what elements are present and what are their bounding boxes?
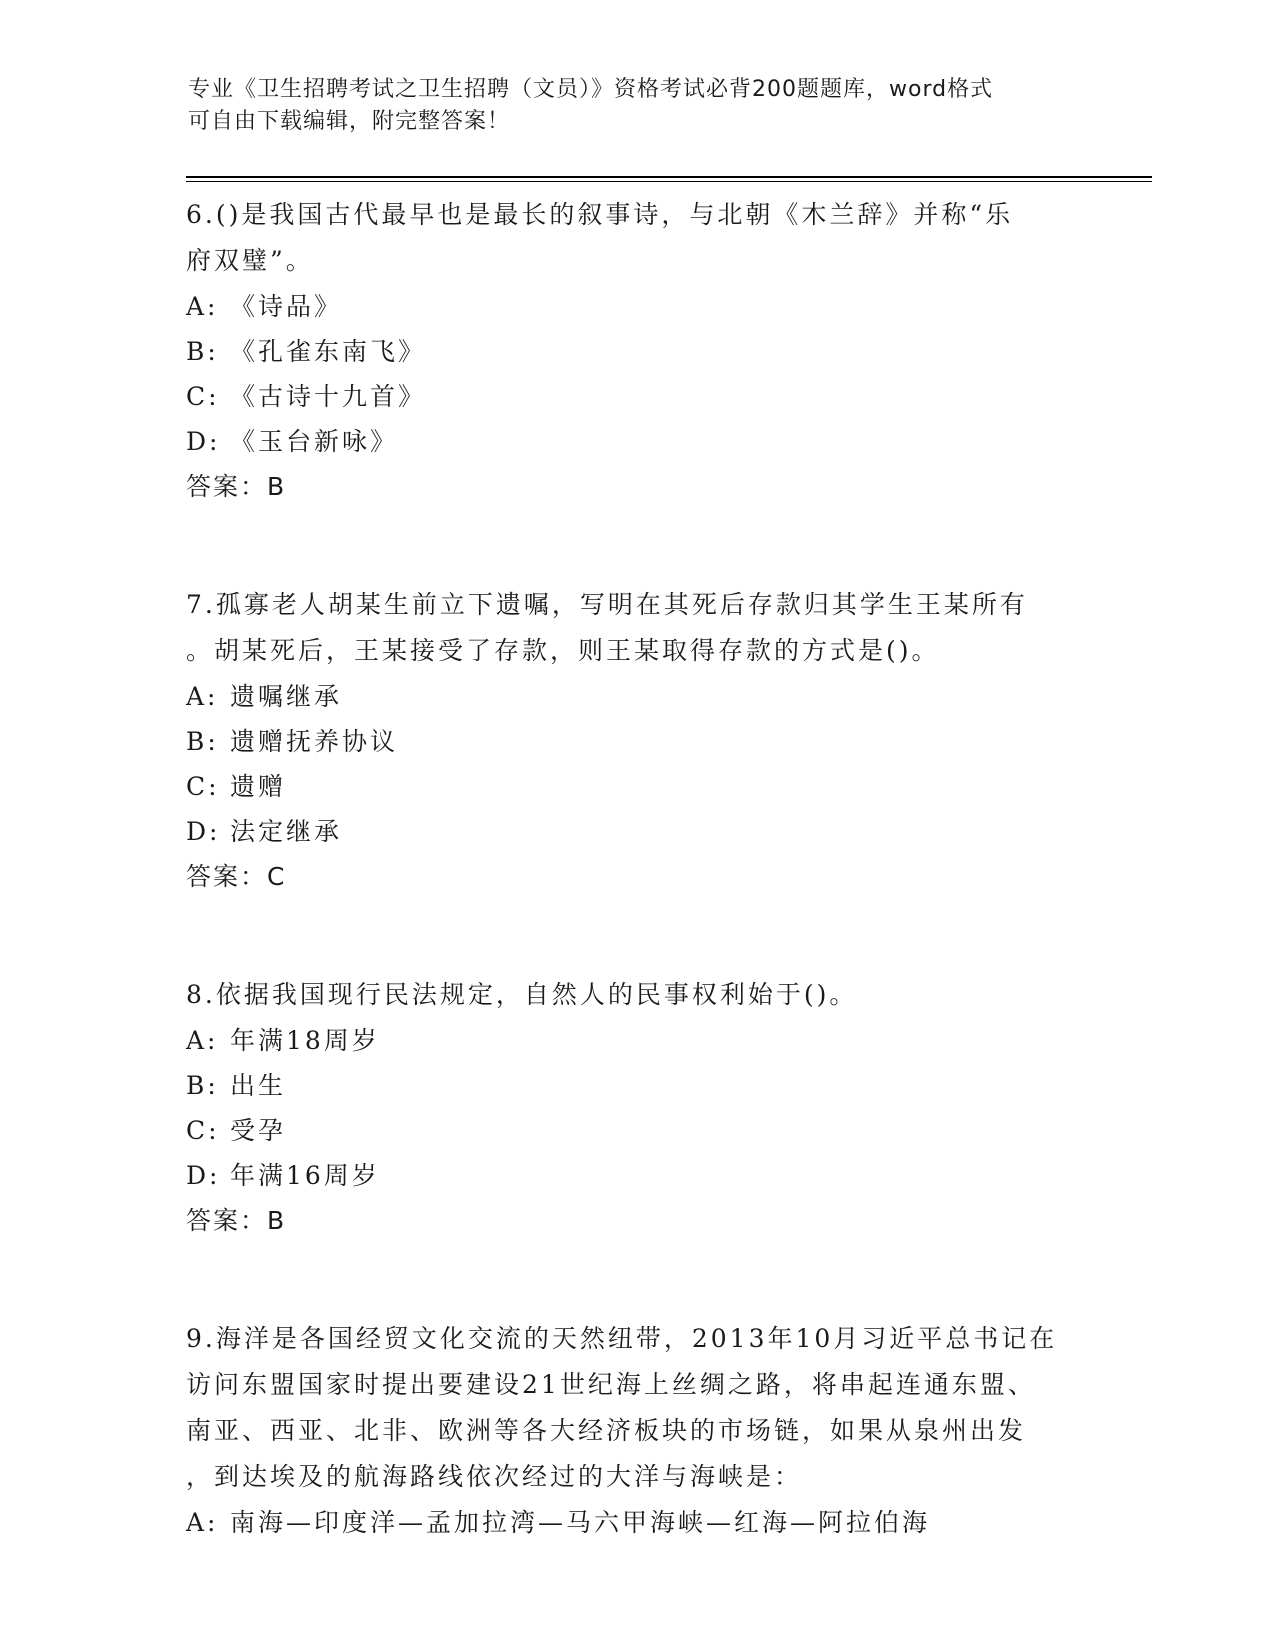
answer-key: 答案：B [186, 1206, 287, 1235]
header-title-line-2: 可自由下载编辑，附完整答案！ [188, 109, 511, 134]
answer-option [186, 1108, 1086, 1153]
answer-option [186, 1500, 1086, 1545]
question-stem-line: ，到达埃及的航海路线依次经过的大洋与海峡是： [186, 1462, 803, 1491]
option-text: 《玉台新咏》 [230, 427, 399, 456]
answer-option [186, 809, 1086, 854]
answer-option [186, 764, 1086, 809]
option-key: A: [186, 682, 219, 711]
document-header [188, 74, 1068, 138]
answer-option [186, 284, 1086, 329]
question-block [186, 972, 1086, 1244]
option-text: 《诗品》 [230, 292, 343, 321]
question-stem [186, 192, 1086, 284]
option-key: A: [186, 292, 219, 321]
question-block [186, 1316, 1086, 1545]
question-list [186, 192, 1086, 1545]
question-stem [186, 1316, 1086, 1500]
question-stem-line: 7.孤寡老人胡某生前立下遗嘱，写明在其死后存款归其学生王某所有 [186, 590, 1028, 619]
question-stem-line: 府双璧”。 [186, 246, 314, 275]
option-text: 遗赠 [230, 772, 287, 801]
option-key: B: [186, 337, 219, 366]
option-key: A: [186, 1026, 219, 1055]
answer-option [186, 719, 1086, 764]
answer-option [186, 1153, 1086, 1198]
header-divider-thick [186, 176, 1152, 178]
question-stem-line: 。胡某死后，王某接受了存款，则王某取得存款的方式是()。 [186, 636, 940, 665]
question-spacer [186, 1244, 1086, 1316]
option-text: 遗赠抚养协议 [230, 727, 399, 756]
question-block [186, 192, 1086, 510]
question-stem-line: 访问东盟国家时提出要建设21世纪海上丝绸之路，将串起连通东盟、 [186, 1370, 1036, 1399]
answer-option [186, 419, 1086, 464]
question-stem-line: 9.海洋是各国经贸文化交流的天然纽带，2013年10月习近平总书记在 [186, 1324, 1058, 1353]
answer-key: 答案：C [186, 862, 287, 891]
question-spacer [186, 900, 1086, 972]
option-key: D: [186, 427, 221, 456]
question-block [186, 582, 1086, 900]
answer-option [186, 329, 1086, 374]
option-key: D: [186, 1161, 221, 1190]
option-text: 年满18周岁 [230, 1026, 380, 1055]
option-text: 南海—印度洋—孟加拉湾—马六甲海峡—红海—阿拉伯海 [230, 1508, 931, 1537]
answer-option [186, 1018, 1086, 1063]
answer-option [186, 374, 1086, 419]
question-stem-line: 8.依据我国现行民法规定，自然人的民事权利始于()。 [186, 980, 858, 1009]
option-key: B: [186, 727, 219, 756]
header-title-line-1: 专业《卫生招聘考试之卫生招聘（文员）》资格考试必背200题题库，word格式 [188, 77, 994, 102]
answer-option [186, 1063, 1086, 1108]
answer-key: 答案：B [186, 472, 287, 501]
question-stem-line: 6.()是我国古代最早也是最长的叙事诗，与北朝《木兰辞》并称“乐 [186, 200, 1014, 229]
option-text: 出生 [230, 1071, 287, 1100]
option-text: 受孕 [230, 1116, 287, 1145]
option-key: C: [186, 772, 220, 801]
option-key: A: [186, 1508, 219, 1537]
option-key: D: [186, 817, 221, 846]
option-key: B: [186, 1071, 219, 1100]
option-text: 法定继承 [230, 817, 343, 846]
option-key: C: [186, 382, 220, 411]
option-text: 《古诗十九首》 [230, 382, 427, 411]
answer-option [186, 674, 1086, 719]
option-key: C: [186, 1116, 220, 1145]
option-text: 遗嘱继承 [230, 682, 343, 711]
question-spacer [186, 510, 1086, 582]
option-text: 《孔雀东南飞》 [230, 337, 427, 366]
question-stem-line: 南亚、西亚、北非、欧洲等各大经济板块的市场链，如果从泉州出发 [186, 1416, 1027, 1445]
header-divider-thin [186, 181, 1152, 182]
option-text: 年满16周岁 [230, 1161, 380, 1190]
question-stem [186, 972, 1086, 1018]
question-stem [186, 582, 1086, 674]
